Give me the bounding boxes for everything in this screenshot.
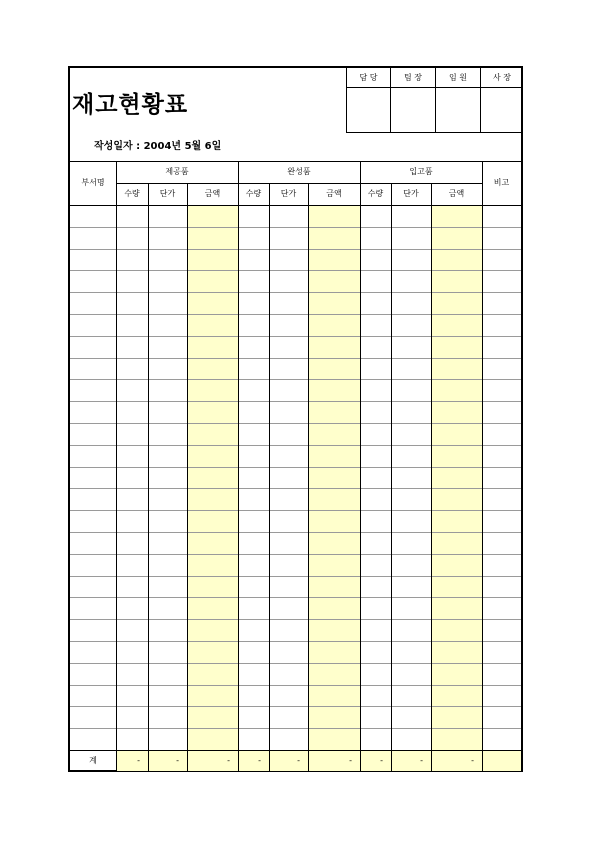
row-line: [70, 445, 521, 446]
date-line: 작성일자 : 2004년 5월 6일: [94, 141, 222, 152]
column-line: [148, 183, 149, 771]
inventory-table: [70, 161, 521, 771]
approval-cell: [390, 68, 435, 132]
column-line: [482, 162, 483, 771]
total-value: -: [227, 756, 230, 765]
approval-label: 팀 장: [391, 68, 435, 88]
group-header: 입고품: [409, 167, 433, 176]
approval-cell: [480, 68, 523, 132]
signature-space: [391, 88, 435, 131]
sub-header: 단가: [403, 189, 419, 198]
column-line: [187, 183, 188, 771]
total-value: -: [471, 756, 474, 765]
row-line: [70, 488, 521, 489]
total-value: -: [176, 756, 179, 765]
row-line: [70, 467, 521, 468]
column-line: [116, 162, 117, 771]
total-value: -: [420, 756, 423, 765]
row-line: [70, 227, 521, 228]
row-line: [70, 576, 521, 577]
row-line: [70, 663, 521, 664]
group-header: 제공품: [165, 167, 189, 176]
row-line: [70, 685, 521, 686]
total-cell-fill: [482, 750, 521, 771]
total-value: -: [380, 756, 383, 765]
approval-box: [346, 68, 523, 133]
column-line: [238, 162, 239, 771]
row-line: [70, 597, 521, 598]
row-line: [70, 532, 521, 533]
inventory-sheet: [68, 66, 523, 772]
document-title: 재고현황표: [72, 92, 189, 118]
row-line: [70, 379, 521, 380]
approval-cell: [435, 68, 480, 132]
row-line: [70, 270, 521, 271]
column-line: [360, 162, 361, 771]
row-line: [70, 314, 521, 315]
row-line: [70, 292, 521, 293]
row-line: [70, 249, 521, 250]
signature-space: [347, 88, 390, 131]
approval-label: 임 원: [436, 68, 480, 88]
total-value: -: [137, 756, 140, 765]
column-line: [308, 183, 309, 771]
row-line: [70, 336, 521, 337]
row-line: [70, 510, 521, 511]
sub-header: 수량: [245, 189, 262, 198]
total-label: 계: [89, 756, 97, 765]
row-line: [70, 728, 521, 729]
row-line: [70, 554, 521, 555]
group-header: 완성품: [287, 167, 311, 176]
sub-header: 수량: [367, 189, 384, 198]
approval-label: 담 당: [347, 68, 390, 88]
sub-header: 금액: [326, 189, 342, 198]
sub-header: 단가: [159, 189, 176, 198]
row-line: [70, 423, 521, 424]
column-line: [431, 183, 432, 771]
sub-header: 금액: [448, 189, 465, 198]
row-line: [70, 641, 521, 642]
signature-space: [436, 88, 480, 131]
row-line: [70, 358, 521, 359]
column-line: [391, 183, 392, 771]
column-line: [269, 183, 270, 771]
row-line: [70, 401, 521, 402]
sub-header: 단가: [280, 189, 297, 198]
row-line: [70, 619, 521, 620]
total-value: -: [258, 756, 261, 765]
remarks-header: 비고: [493, 178, 510, 187]
header-bottom-line: [70, 205, 521, 206]
approval-label: 사 장: [481, 68, 523, 88]
sub-header: 수량: [124, 189, 140, 198]
signature-space: [481, 88, 523, 131]
row-line: [70, 706, 521, 707]
sub-header: 금액: [204, 189, 221, 198]
dept-header: 부서명: [81, 178, 105, 187]
total-value: -: [349, 756, 352, 765]
total-value: -: [297, 756, 300, 765]
approval-cell: [346, 68, 390, 132]
